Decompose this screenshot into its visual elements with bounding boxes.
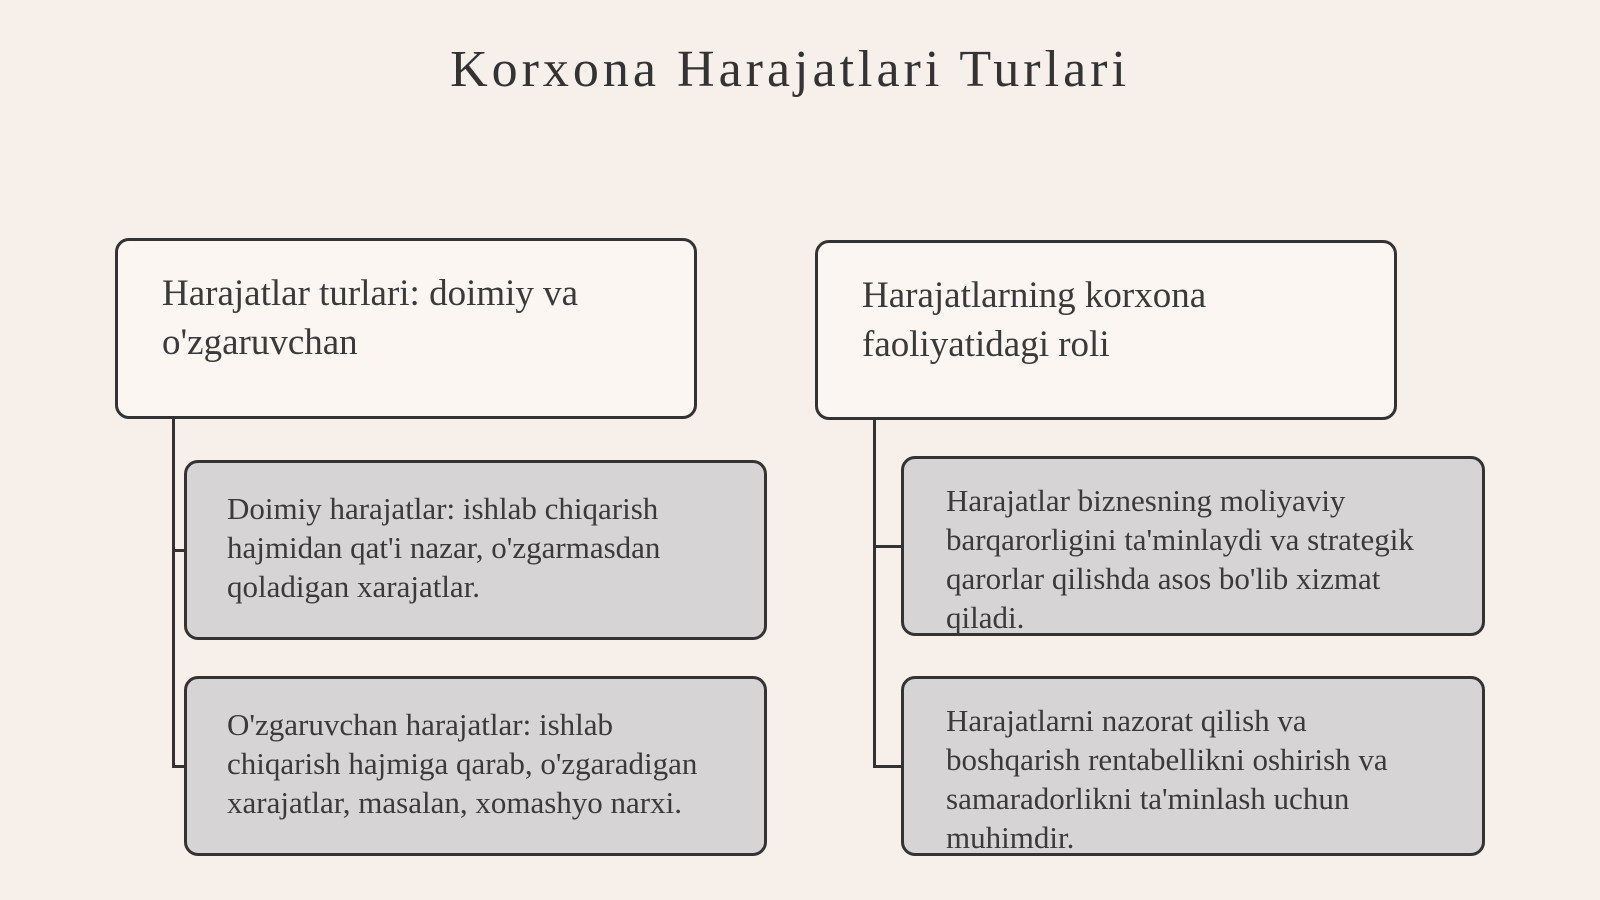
left-group-header: Harajatlar turlari: doimiy va o'zgaruvchan [115, 238, 697, 419]
right-group-item-cost-control: Harajatlarni nazorat qilish va boshqarish rentabellikni oshirish va samaradorlikni ta'minlash uchun muhimdir. [901, 676, 1485, 856]
left-tree-trunk [172, 416, 175, 768]
right-tree-branch-2 [873, 765, 903, 768]
right-tree-trunk [873, 416, 876, 768]
page-title: Korxona Harajatlari Turlari [450, 41, 1130, 98]
right-group-item-financial-stability: Harajatlar biznesning moliyaviy barqarorligini ta'minlaydi va strategik qarorlar qilishda asos bo'lib xizmat qiladi. [901, 456, 1485, 636]
right-group-header: Harajatlarning korxona faoliyatidagi roli [815, 240, 1397, 420]
left-group-item-fixed-costs: Doimiy harajatlar: ishlab chiqarish hajmidan qat'i nazar, o'zgarmasdan qoladigan xarajatlar. [184, 460, 767, 640]
right-tree-branch-1 [873, 545, 903, 548]
left-group-item-variable-costs: O'zgaruvchan harajatlar: ishlab chiqarish hajmiga qarab, o'zgaradigan xarajatlar, masalan, xomashyo narxi. [184, 676, 767, 856]
